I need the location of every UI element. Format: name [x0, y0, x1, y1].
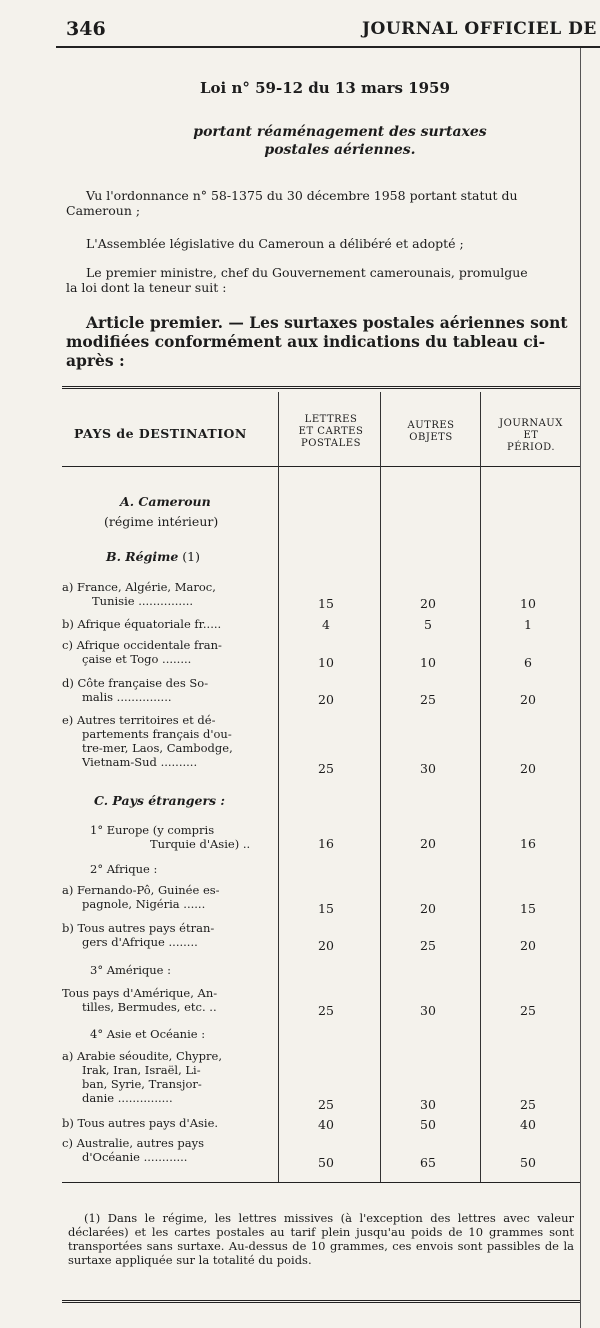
subtitle-line: portant réaménagement des surtaxes: [193, 124, 487, 140]
cell-journaux: 16: [520, 836, 536, 851]
subsection-amerique: 3° Amérique :: [90, 963, 172, 977]
header-rule: [56, 46, 600, 48]
header-line: OBJETS: [409, 432, 453, 443]
cell-autres-objets: 20: [420, 901, 436, 916]
row-label-line: Tunisie ...............: [92, 594, 194, 608]
header-line: LETTRES: [304, 414, 358, 425]
row-label: [62, 580, 216, 608]
cell-lettres: 16: [318, 836, 334, 851]
header-lettres: [286, 414, 376, 450]
row-label: [90, 823, 250, 851]
cell-lettres: 50: [318, 1155, 334, 1170]
subsection-asie-oceanie: 4° Asie et Océanie :: [90, 1027, 206, 1041]
preamble-promulgation: [66, 265, 581, 295]
page-number: 346: [66, 18, 106, 40]
section-a-subtitle: (régime intérieur): [104, 514, 219, 529]
paragraph-line: Le premier ministre, chef du Gouvernement camerounais, promulgue: [86, 265, 528, 280]
cell-journaux: 10: [520, 596, 536, 611]
header-destination: PAYS de DESTINATION: [74, 426, 247, 441]
paragraph-line: Vu l'ordonnance n° 58-1375 du 30 décembre 1958 portant statut du: [86, 188, 518, 203]
header-autres-objets: [385, 420, 477, 444]
cell-lettres: 40: [318, 1117, 334, 1132]
cell-journaux: 20: [520, 761, 536, 776]
row-label: [62, 921, 214, 949]
row-label: [62, 676, 208, 704]
cell-autres-objets: 5: [424, 617, 432, 632]
column-divider: [380, 392, 381, 1182]
row-label: [62, 1136, 204, 1164]
row-label-line: d'Océanie ............: [82, 1150, 188, 1164]
header-line: AUTRES: [407, 420, 455, 431]
column-divider: [480, 392, 481, 1182]
row-label-line: b) Tous autres pays étran-: [62, 921, 215, 935]
row-label-line: 1° Europe (y compris: [90, 823, 215, 837]
cell-autres-objets: 25: [420, 938, 436, 953]
article-premier: [66, 313, 581, 370]
row-label-line: Turquie d'Asie) ..: [150, 837, 251, 851]
page-header: [66, 18, 600, 44]
section-a-title: [120, 494, 211, 509]
cell-autres-objets: 65: [420, 1155, 436, 1170]
cell-journaux: 50: [520, 1155, 536, 1170]
row-label-line: c) Australie, autres pays: [62, 1136, 205, 1150]
cell-lettres: 10: [318, 655, 334, 670]
preamble-assemblee: [66, 236, 581, 251]
paragraph-line: la loi dont la teneur suit :: [66, 280, 227, 295]
table-header-rule: [62, 466, 580, 467]
cell-lettres: 20: [318, 938, 334, 953]
row-label-line: Tous pays d'Amérique, An-: [62, 986, 218, 1000]
cell-autres-objets: 20: [420, 836, 436, 851]
cell-lettres: 25: [318, 1097, 334, 1112]
column-divider: [278, 392, 279, 1182]
row-label: [62, 617, 221, 631]
cell-journaux: 25: [520, 1097, 536, 1112]
row-label-line: a) Fernando-Pô, Guinée es-: [62, 883, 220, 897]
header-line: ET: [523, 430, 539, 441]
cell-journaux: 20: [520, 692, 536, 707]
row-label-line: d) Côte française des So-: [62, 676, 209, 690]
cell-autres-objets: 30: [420, 761, 436, 776]
section-c-title: [94, 793, 225, 808]
row-label: [62, 638, 222, 666]
footnote: (1) Dans le régime, les lettres missives (à l'exception des lettres avec valeur déclarées) et les cartes postales au tarif plein jusqu'au poids de 10 grammes sont transportées sans surtaxe. Au-dessus de 10 grammes, ces envois sont passibles de la surtaxe appliquée sur la totalité du poids.: [68, 1211, 574, 1267]
preamble-ordonnance: [66, 188, 581, 218]
law-title: Loi n° 59-12 du 13 mars 1959: [200, 79, 450, 97]
header-line: ET CARTES: [298, 426, 364, 437]
header-line: POSTALES: [301, 438, 361, 449]
row-label-line: b) Afrique équatoriale fr.....: [62, 617, 222, 631]
cell-lettres: 4: [322, 617, 330, 632]
row-label-line: Irak, Iran, Israël, Li-: [82, 1063, 201, 1077]
header-line: JOURNAUX: [499, 418, 563, 429]
row-label: [62, 1049, 222, 1105]
row-label: [62, 1116, 218, 1130]
header-line: PÉRIOD.: [506, 442, 556, 453]
row-label-line: e) Autres territoires et dé-: [62, 713, 216, 727]
row-label-line: çaise et Togo ........: [82, 652, 192, 666]
row-label: [62, 986, 217, 1014]
row-label: [62, 883, 220, 911]
cell-autres-objets: 10: [420, 655, 436, 670]
cell-journaux: 20: [520, 938, 536, 953]
section-b-title: [106, 549, 200, 564]
subtitle-line: postales aériennes.: [264, 142, 416, 158]
cell-lettres: 25: [318, 761, 334, 776]
cell-journaux: 25: [520, 1003, 536, 1018]
header-journaux: [484, 418, 578, 454]
cell-journaux: 6: [524, 655, 532, 670]
row-label-line: partements français d'ou-: [82, 727, 232, 741]
row-label-line: tre-mer, Laos, Cambodge,: [82, 741, 233, 755]
section-a-label: A. Cameroun: [120, 494, 211, 509]
cell-autres-objets: 50: [420, 1117, 436, 1132]
subsection-afrique: 2° Afrique :: [90, 862, 158, 876]
article-line: modifiées conformément aux indications du tableau ci-après :: [66, 332, 546, 370]
cell-lettres: 20: [318, 692, 334, 707]
cell-journaux: 1: [524, 617, 532, 632]
table-bottom-rule: [62, 1182, 580, 1183]
row-label-line: gers d'Afrique ........: [82, 935, 198, 949]
row-label-line: a) Arabie séoudite, Chypre,: [62, 1049, 222, 1063]
row-label-line: b) Tous autres pays d'Asie.: [62, 1116, 219, 1130]
cell-journaux: 15: [520, 901, 536, 916]
row-label-line: ban, Syrie, Transjor-: [82, 1077, 202, 1091]
row-label-line: tilles, Bermudes, etc. ..: [82, 1000, 217, 1014]
paragraph-line: L'Assemblée législative du Cameroun a délibéré et adopté ;: [86, 236, 464, 251]
section-b-label: B. Régime: [106, 549, 179, 564]
row-label-line: malis ...............: [82, 690, 172, 704]
cell-autres-objets: 30: [420, 1003, 436, 1018]
row-label-line: a) France, Algérie, Maroc,: [62, 580, 216, 594]
table-top-rule: [62, 386, 580, 389]
section-c-label: C. Pays étrangers :: [94, 793, 226, 808]
footnote-ref: (1): [182, 549, 200, 564]
law-subtitle: [160, 123, 520, 159]
row-label-line: Vietnam-Sud ..........: [82, 755, 198, 769]
row-label-line: pagnole, Nigéria ......: [82, 897, 206, 911]
cell-autres-objets: 20: [420, 596, 436, 611]
cell-autres-objets: 30: [420, 1097, 436, 1112]
bottom-rule: [62, 1300, 580, 1303]
cell-lettres: 25: [318, 1003, 334, 1018]
paragraph-line: Cameroun ;: [66, 203, 141, 218]
row-label: [62, 713, 233, 769]
cell-autres-objets: 25: [420, 692, 436, 707]
cell-journaux: 40: [520, 1117, 536, 1132]
article-line: Article premier. — Les surtaxes postales aériennes sont: [86, 313, 568, 332]
cell-lettres: 15: [318, 901, 334, 916]
cell-lettres: 15: [318, 596, 334, 611]
row-label-line: c) Afrique occidentale fran-: [62, 638, 222, 652]
row-label-line: danie ...............: [82, 1091, 173, 1105]
running-title: JOURNAL OFFICIEL DE: [362, 19, 597, 39]
